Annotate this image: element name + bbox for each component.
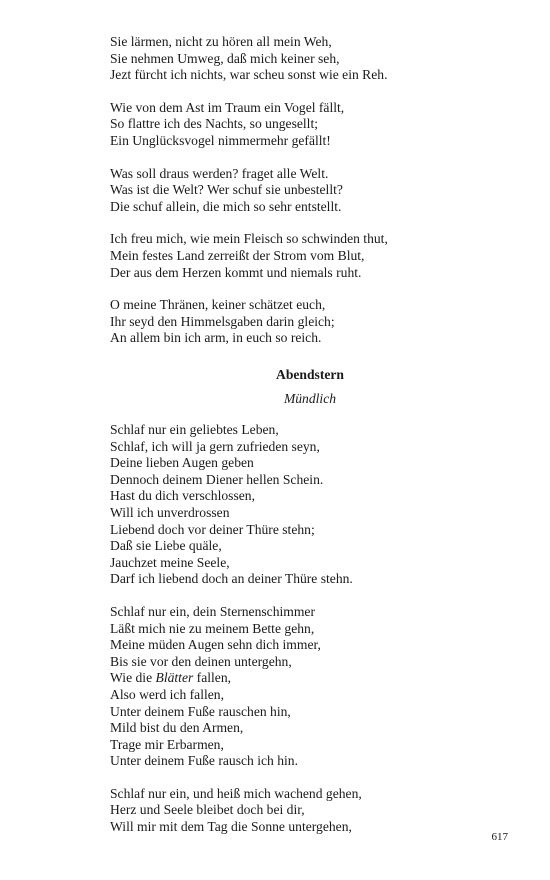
verse-line: Unter deinem Fuße rausch ich hin. <box>110 753 298 769</box>
stanza <box>110 422 510 588</box>
verse-line: Was soll draus werden? fraget alle Welt. <box>110 165 329 181</box>
verse-line: Was ist die Welt? Wer schuf sie unbestellt? <box>110 182 343 198</box>
poem-subtitle: Mündlich <box>283 391 337 406</box>
verse-line: Daß sie Liebe quäle, <box>110 538 222 554</box>
verse-line: Sie lärmen, nicht zu hören all mein Weh, <box>110 34 332 49</box>
verse-line: Ich freu mich, wie mein Fleisch so schwinden thut, <box>110 231 388 247</box>
verse-line: Hast du dich verschlossen, <box>110 488 255 504</box>
poem-continuation <box>110 34 510 363</box>
verse-line: Sie nehmen Umweg, daß mich keiner seh, <box>110 50 340 66</box>
verse-line: Ihr seyd den Himmelsgaben darin gleich; <box>110 313 335 329</box>
stanza <box>110 34 510 84</box>
verse-line: Mein festes Land zerreißt der Strom vom Blut, <box>110 247 365 263</box>
verse-line: Bis sie vor den deinen untergehn, <box>110 653 292 669</box>
verse-line <box>110 670 510 687</box>
verse-line: Deine lieben Augen geben <box>110 455 254 471</box>
verse-line: Die schuf allein, die mich so sehr entstellt. <box>110 198 342 214</box>
verse-line: Jauchzet meine Seele, <box>110 554 230 570</box>
verse-line: Liebend doch vor deiner Thüre stehn; <box>110 521 315 537</box>
stanza <box>110 786 510 836</box>
stanza <box>110 100 510 150</box>
verse-line: Will ich unverdrossen <box>110 504 230 520</box>
verse-line: Will mir mit dem Tag die Sonne untergehen, <box>110 819 352 835</box>
verse-line: Meine müden Augen sehn dich immer, <box>110 637 321 653</box>
verse-line: Jezt fürcht ich nichts, war scheu sonst wie ein Reh. <box>110 67 388 83</box>
verse-line: Unter deinem Fuße rauschen hin, <box>110 703 291 719</box>
page-number: 617 <box>491 831 508 843</box>
stanza <box>110 297 510 347</box>
verse-line: Also werd ich fallen, <box>110 686 225 702</box>
stanza <box>110 604 510 770</box>
verse-line: Läßt mich nie zu meinem Bette gehn, <box>110 620 315 636</box>
verse-line: Mild bist du den Armen, <box>110 720 244 736</box>
verse-line: Wie von dem Ast im Traum ein Vogel fällt, <box>110 99 345 115</box>
verse-text: Wie die <box>110 670 156 686</box>
verse-italic-word: Blätter <box>155 670 194 686</box>
stanza <box>110 166 510 216</box>
verse-line: Schlaf, ich will ja gern zufrieden seyn, <box>110 438 320 454</box>
verse-line: So flattre ich des Nachts, so ungesellt; <box>110 116 319 132</box>
verse-line: An allem bin ich arm, in euch so reich. <box>110 330 322 346</box>
verse-line: Schlaf nur ein geliebtes Leben, <box>110 422 279 437</box>
poem-title: Abendstern <box>276 367 344 382</box>
verse-line: Schlaf nur ein, dein Sternenschimmer <box>110 603 315 619</box>
verse-text: fallen, <box>193 670 232 686</box>
verse-line: Darf ich liebend doch an deiner Thüre stehn. <box>110 571 353 587</box>
verse-line: Der aus dem Herzen kommt und niemals ruht. <box>110 264 362 280</box>
poem-abendstern <box>110 422 510 852</box>
verse-line: Ein Unglücksvogel nimmermehr gefällt! <box>110 132 331 148</box>
verse-line: Herz und Seele bleibet doch bei dir, <box>110 802 305 818</box>
verse-line: Dennoch deinem Diener hellen Schein. <box>110 471 324 487</box>
verse-line: Schlaf nur ein, und heiß mich wachend gehen, <box>110 785 362 801</box>
stanza <box>110 231 510 281</box>
poem-heading <box>110 366 510 408</box>
verse-line: O meine Thränen, keiner schätzet euch, <box>110 297 326 313</box>
verse-line: Trage mir Erbarmen, <box>110 736 224 752</box>
